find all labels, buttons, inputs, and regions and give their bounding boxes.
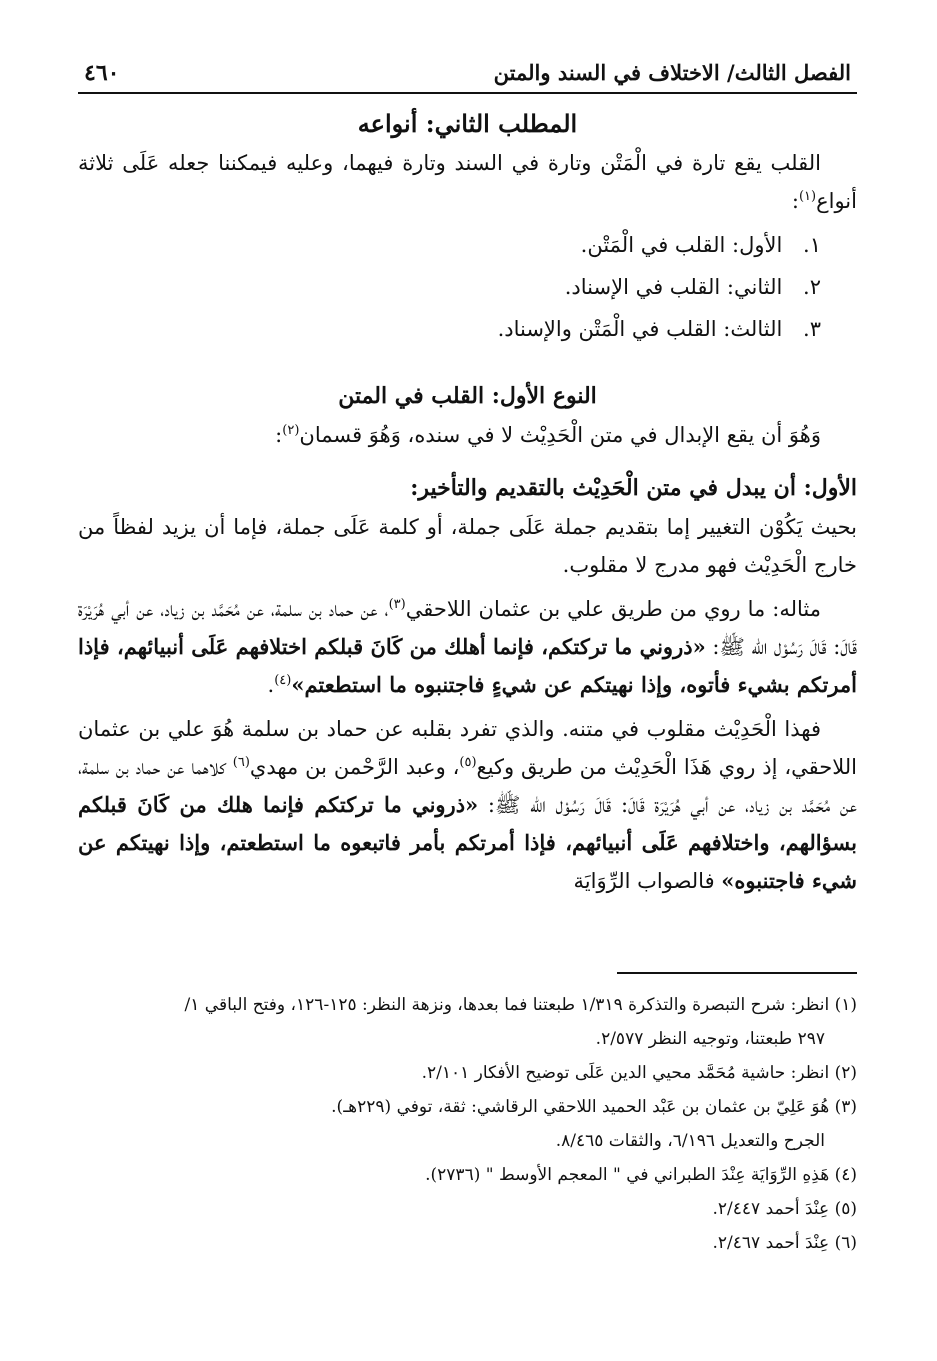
- example-text-b: ، عن حماد بن سلمة، عن مُحَمَّد بن زياد، عن أبي هُرَيْرَة قَالَ: قَالَ رَسُوْل الله ﷺ:: [78, 597, 857, 659]
- section-title: المطلب الثاني: أنواعه: [357, 109, 578, 138]
- list-item-number: ٣.: [803, 317, 821, 341]
- list-item: [78, 266, 821, 308]
- footnote-2: (٢) انظر: حاشية مُحَمَّد محيي الدين عَلَى توضيح الأفكار ٢/١٠١.: [421, 1063, 857, 1083]
- footnote-3-continued: الجرح والتعديل ٦/١٩٦، والثقات ٨/٤٦٥.: [555, 1131, 825, 1151]
- list-item-text: الأول: القلب في الْمَتْن.: [580, 233, 783, 257]
- footnote-5: (٥) عِنْدَ أحمد ٢/٤٤٧.: [712, 1199, 857, 1219]
- example-end: .: [267, 673, 275, 697]
- list-item-number: ١.: [803, 233, 821, 257]
- type1-definition: [78, 416, 857, 454]
- analysis-text-a: فهذا الْحَدِيْث مقلوب في متنه. والذي تفرد بقلبه عن حماد بن سلمة هُوَ علي بن عثمان اللاحقي، إذ روي هَذَا الْحَدِيْث من طريق وكيع: [78, 717, 857, 779]
- footnote-ref-1: (١): [798, 189, 817, 204]
- definition-text: وَهُوَ أن يقع الإبدال في متن الْحَدِيْث لا في سنده، وَهُوَ قسمان: [299, 423, 821, 447]
- footnotes: [78, 988, 857, 1260]
- intro-end: :: [791, 189, 799, 213]
- list-item: [78, 308, 821, 350]
- hadith-text: «ذروني ما تركتكم، فإنما أهلك من كَانَ قبلكم اختلافهم عَلَى أنبيائهم، فإذا أمرتكم بشيء فأتوه، وإذا نهيتكم عن شيءٍ فاجتنبوه ما استطعتم»: [78, 634, 857, 697]
- analysis-text-b: ، وعبد الرَّحْمن بن مهدي: [249, 755, 460, 779]
- analysis-text-c: كلاهما عن حماد بن سلمة، عن مُحَمَّد بن زياد، عن أبي هُرَيْرَة قَالَ: قَالَ رَسُوْل الله ﷺ:: [78, 755, 857, 817]
- footnote-ref-3: (٣): [388, 597, 406, 612]
- list-item: [78, 224, 821, 266]
- analysis-paragraph: [78, 710, 857, 900]
- footnote-ref-4: (٤): [274, 673, 292, 688]
- footnote-1: (١) انظر: شرح التبصرة والتذكرة ١/٣١٩ طبعتنا فما بعدها، ونزهة النظر: ١٢٥-١٢٦، وفتح الباقي ١/: [184, 995, 857, 1015]
- footnote-4: (٤) هَذِهِ الرِّوَايَة عِنْدَ الطبراني في " المعجم الأوسط " (٢٧٣٦).: [425, 1165, 857, 1185]
- part1-paragraph: بحيث يَكُوْن التغيير إما بتقديم جملة عَلَى جملة، أو كلمة عَلَى جملة، فإما أن يزيد لفظاً من خارج الْحَدِيْث فهو مدرج لا مقلوب.: [78, 515, 857, 577]
- types-list: [78, 224, 857, 350]
- footnote-ref-2: (٢): [282, 423, 300, 438]
- hadith-text: «ذروني ما تركتكم فإنما هلك من كَانَ قبلكم بسؤالهم، واختلافهم عَلَى أنبيائهم، فإذا أمرتكم بأمر فاتبعوه ما استطعتم، وإذا نهيتكم عن شيء فاجتنبوه»: [78, 792, 857, 893]
- part1-title: الأول: أن يبدل في متن الْحَدِيْث بالتقديم والتأخير:: [410, 475, 857, 501]
- footnote-3: (٣) هُوَ عَلِيّ بن عثمان بن عَبْد الحميد اللاحقي الرقاشي: ثقة، توفي (٢٢٩هـ).: [331, 1097, 857, 1117]
- intro-paragraph: [78, 144, 857, 220]
- analysis-end: فالصواب الرِّوَايَة: [573, 869, 722, 893]
- example-paragraph: [78, 590, 857, 704]
- list-item-number: ٢.: [803, 275, 821, 299]
- list-item-text: الثاني: القلب في الإسناد.: [564, 275, 783, 299]
- example-text-a: مثاله: ما روي من طريق علي بن عثمان اللاحقي: [405, 597, 821, 621]
- page-number: ٤٦٠: [84, 60, 120, 86]
- footnote-ref-6: (٦): [232, 755, 250, 770]
- type1-title: النوع الأول: القلب في المتن: [338, 383, 597, 409]
- footnote-ref-5: (٥): [459, 755, 477, 770]
- intro-text: القلب يقع تارة في الْمَتْن وتارة في السند وتارة فيهما، وعليه فيمكننا جعله عَلَى ثلاثة أنواع: [78, 151, 857, 213]
- footnote-6: (٦) عِنْدَ أحمد ٢/٤٦٧.: [712, 1233, 857, 1253]
- chapter-title: الفصل الثالث/ الاختلاف في السند والمتن: [493, 60, 851, 85]
- running-header: [78, 58, 857, 94]
- definition-end: :: [275, 423, 283, 447]
- footnote-1-continued: ٢٩٧ طبعتنا، وتوجيه النظر ٢/٥٧٧.: [595, 1029, 825, 1049]
- list-item-text: الثالث: القلب في الْمَتْن والإسناد.: [497, 317, 783, 341]
- footnote-separator: [617, 972, 857, 974]
